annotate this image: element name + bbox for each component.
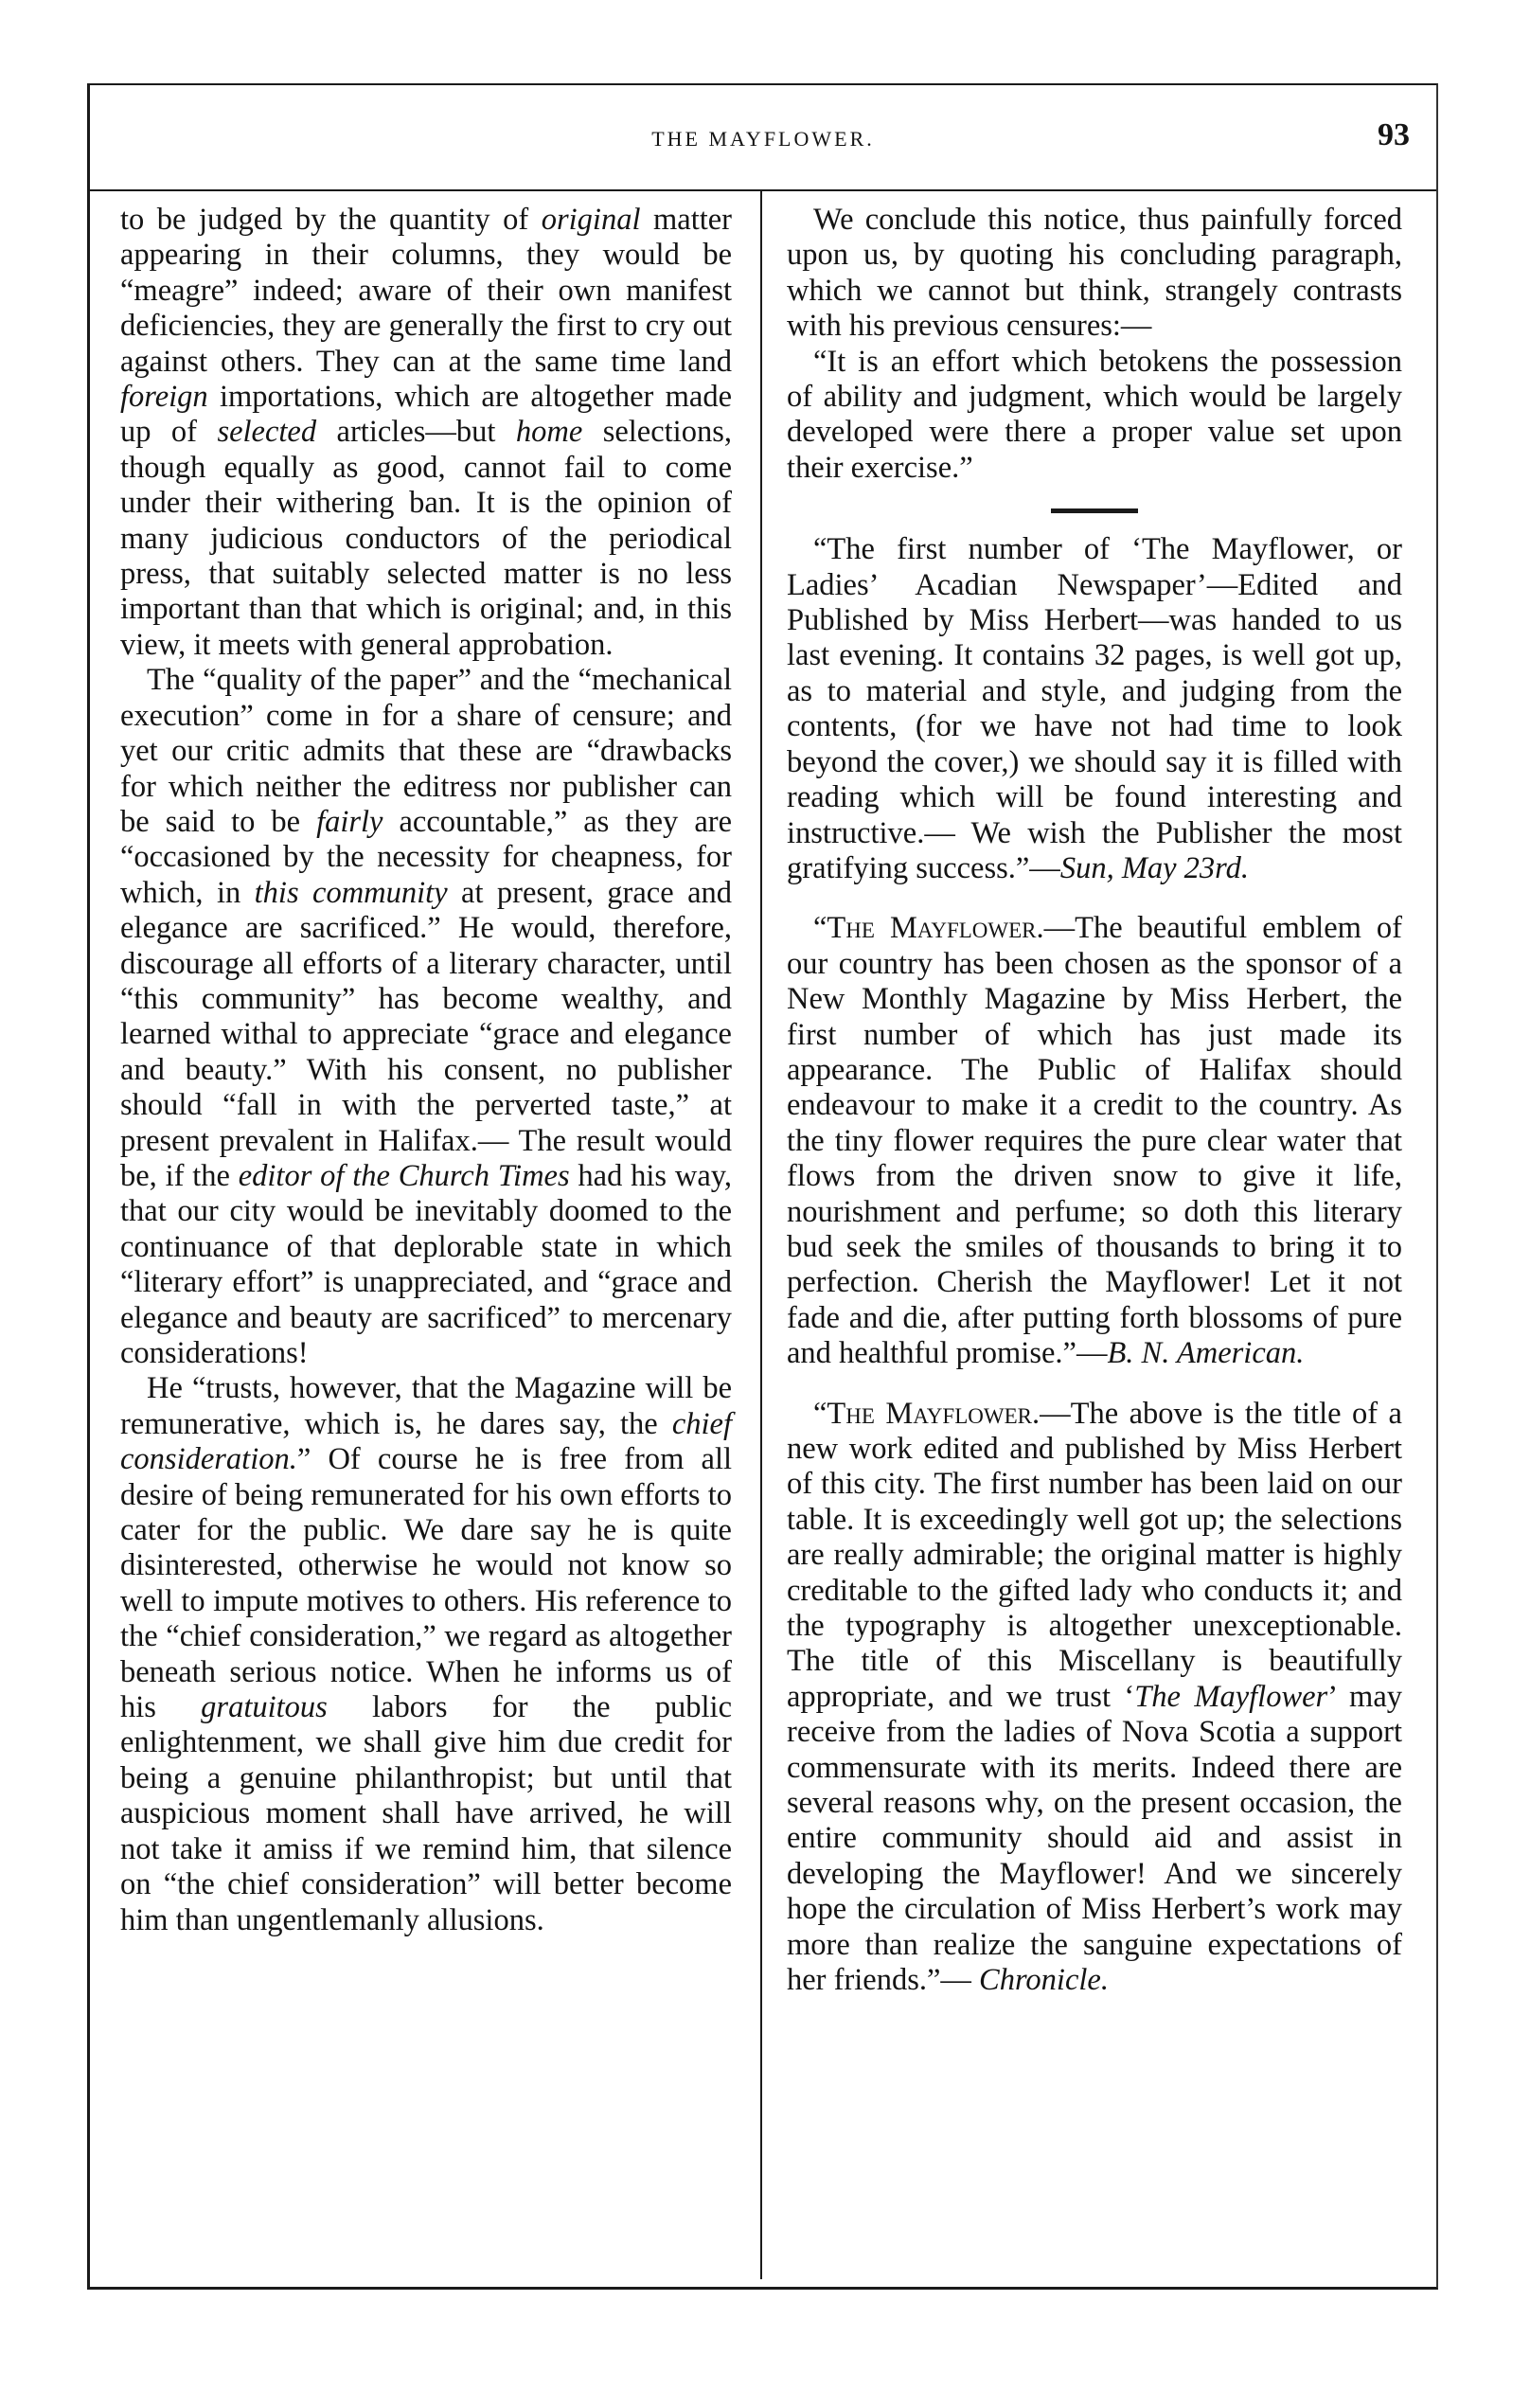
- text-run: He “trusts, however, that the Magazine will be remunerative, which is, he dares say, the: [120, 1371, 732, 1441]
- text-run: —The above is the title of a new work edited and published by Miss Herbert of this city. The first number has been laid on our table. It is exceedingly well got up; the selections are really admirable; the original matter is highly creditable to the gifted lady who conducts it; and the typography is altogether unexceptionable. The title of this Miscellany is beautifully appropriate, and we trust ‘: [787, 1396, 1402, 1714]
- text-run: accountable,” as they are “occasioned by the necessity for cheapness, for which, in: [120, 804, 732, 910]
- right-quote: “It is an effort which betokens the possession of ability and judgment, which would be largely developed were there a proper value set upon their exercise.”: [787, 344, 1402, 485]
- review-sun: [787, 532, 1402, 886]
- text-run: at present, grace and elegance are sacrificed.” He would, therefore, discourage all efforts of a literary character, until “this community” has become wealthy, and learned withal to appreciate “grace and elegance and beauty.” With his consent, no publisher should “fall in with the perverted taste,” at present prevalent in Halifax.— The result would be, if the: [120, 875, 732, 1193]
- left-paragraph-2: [120, 663, 732, 1371]
- text-run: “The first number of ‘The Mayflower, or Ladies’ Acadian Newspaper’—Edited and Published by Miss Herbert—was handed to us last evening. It contains 32 pages, is well got up, as to material and style, and judging from the contents, (for we have not had time to look beyond the cover,) we should say it is filled with reading which will be found interesting and instructive.— We wish the Publisher the most gratifying success.”—: [787, 532, 1402, 885]
- text-run: had his way, that our city would be inevitably doomed to the continuance of that deplorable state in which “literary effort” is unappreciated, and “grace and elegance and beauty are sacrificed” to mercenary considerations!: [120, 1158, 733, 1370]
- review-chronicle: [787, 1397, 1402, 1999]
- column-divider: [760, 191, 762, 2279]
- right-paragraph-1: We conclude this notice, thus painfully forced upon us, by quoting his concluding paragraph, which we cannot but think, strangely contrasts with his previous censures:—: [787, 203, 1402, 344]
- italic-run: editor of the Church Times: [238, 1158, 570, 1193]
- source-citation: Chronicle.: [979, 1963, 1109, 1998]
- text-run: selections, though equally as good, cannot fail to come under their withering ban. It is the opinion of many judicious conductors of the periodical press, that suitably selected matter is no less important than that which is original; and, in this view, it meets with general approbation.: [120, 415, 732, 662]
- source-citation: Sun, May 23rd.: [1059, 850, 1250, 885]
- left-paragraph-1: [120, 203, 732, 663]
- page-number: 93: [1378, 117, 1410, 152]
- italic-run: fairly: [316, 804, 383, 839]
- italic-run: original: [541, 203, 641, 237]
- text-run: —The beautiful emblem of our country has been chosen as the sponsor of a New Monthly Magazine by Miss Herbert, the first number of which has just made its appearance. The Public of Halifax should endeavour to make it a credit to the country. As the tiny flower requires the pure clear water that flows from the driven snow to give it life, nourishment and perfume; so doth this literary bud seek the smiles of thousands to bring it to perfection. Cherish the Mayflower! Let it not fade and die, after putting forth blossoms of pure and healthful promise.”—: [787, 911, 1402, 1371]
- running-title: THE MAYFLOWER.: [651, 127, 875, 151]
- text-run: The “quality of the paper” and the “mechanical execution” come in for a share of censure; and yet our critic admits that these are “drawbacks for which neither the editress nor publisher can be said to be: [120, 663, 732, 839]
- italic-run: foreign: [120, 380, 208, 415]
- text-run: labors for the public enlightenment, we shall give him due credit for being a genuine philanthropist; but until that auspicious moment shall have arrived, he will not take it amiss if we remind him, that silence on “the chief consideration” will better become him than ungentlemanly allusions.: [120, 1690, 732, 1937]
- text-run: ’ may receive from the ladies of Nova Scotia a support commensurate with its merits. Indeed there are several reasons why, on the present occasion, the entire community should aid and assist in developing the Mayflower! And we sincerely hope the circulation of Miss Herbert’s work may more than realize the sanguine expectations of her friends.”—: [787, 1679, 1402, 1998]
- italic-run: this community: [254, 875, 448, 910]
- italic-run: chief consideration.: [120, 1406, 732, 1477]
- italic-run: home: [515, 415, 583, 450]
- header-rule: [90, 189, 1436, 191]
- section-rule: [1051, 508, 1138, 513]
- italic-run: gratuitous: [201, 1690, 328, 1725]
- right-column: [787, 203, 1402, 1999]
- text-run: to be judged by the quantity of: [120, 203, 542, 237]
- italic-run: The Mayflower: [1134, 1679, 1328, 1714]
- page-frame: [87, 83, 1438, 2290]
- text-run: importations, which are altogether made up of: [120, 380, 732, 450]
- text-run: matter appearing in their columns, they would be “meagre” indeed; aware of their own manifest deficiencies, they are generally the first to cry out against others. They can at the same time land: [120, 203, 732, 379]
- source-citation: B. N. American.: [1107, 1336, 1305, 1371]
- text-run: ” Of course he is free from all desire of being remunerated for his own efforts to cater for the public. We dare say he is quite disinterested, otherwise he would not know so well to impute motives to others. His reference to the “chief consideration,” we regard as altogether beneath serious notice. When he informs us of his: [120, 1442, 732, 1725]
- left-column: [120, 203, 732, 1938]
- small-caps-heading: “The Mayflower.: [813, 1396, 1041, 1431]
- left-paragraph-3: [120, 1371, 732, 1938]
- text-run: articles—but: [316, 415, 516, 450]
- italic-run: selected: [217, 415, 317, 450]
- review-bna: [787, 911, 1402, 1371]
- small-caps-heading: “The Mayflower.: [813, 911, 1044, 946]
